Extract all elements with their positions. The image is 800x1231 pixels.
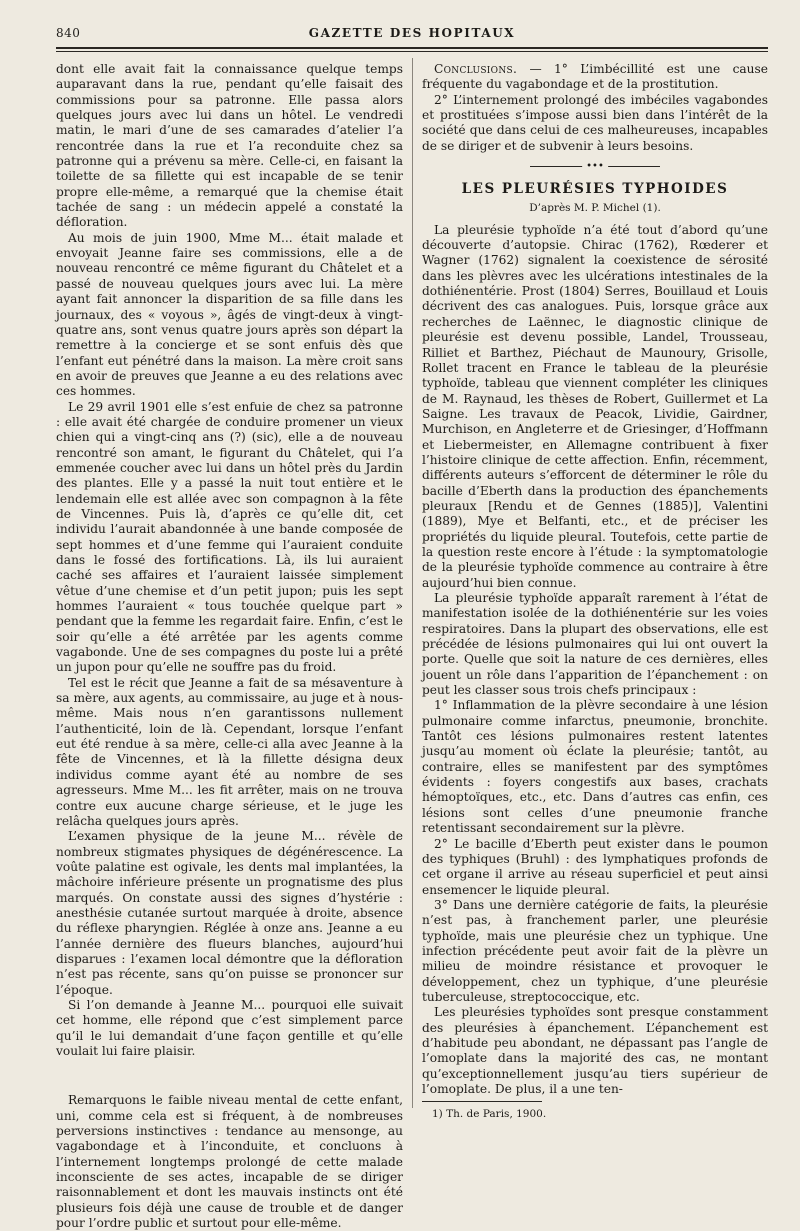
column-divider (412, 58, 413, 1108)
conclusions-paragraph (422, 62, 768, 93)
paragraph-gap (56, 1059, 403, 1076)
left-paragraph: Au mois de juin 1900, Mme M... était malade et envoyait Jeanne faire ses commissions, elle a de nouveau rencontré ce même figurant du Châtelet et a passé de nouveau quelques jours avec lui. La mère ayant fait annoncer la disparition de sa fille dans les journaux, des « voyous », âgés de vingt-deux à vingt-quatre ans, sont venus quatre jours après son départ la remettre à la concierge et se sont enfuis dès que l’enfant eut pénétré dans la maison. La mère croit sans en avoir de preuves que Jeanne a eu des relations avec ces hommes. (56, 230, 403, 399)
left-paragraph: dont elle avait fait la connaissance quelque temps auparavant dans la rue, pendant qu’elle faisait des commissions pour sa patronne. Elle passa alors quelques jours avec lui dans un hôtel. Le vendredi matin, le mari d’une de ses camarades d’atelier l’a rencontrée dans la rue et l’a reconduite chez sa patronne qui a prévenu sa mère. Celle-ci, en faisant la toilette de sa fillette qui est incapable de se tenir propre elle-même, a remarqué que la chemise était tachée de sang : un médecin appelé a constaté la défloration. (56, 62, 403, 230)
left-paragraph: L’examen physique de la jeune M... révèle de nombreux stigmates physiques de dégénérescence. La voûte palatine est ogivale, les dents mal implantées, la mâchoire inférieure présente un prognatisme des plus marqués. On constate aussi des signes d’hystérie : anesthésie cutanée surtout marquée à droite, absence du réflexe pharyngien. Réglée à onze ans. Jeanne a eu l’année dernière des flueurs blanches, aujourd’hui disparues : l’examen local démontre que la défloration n’est pas récente, sans qu’on puisse se prononcer sur l’époque. (56, 829, 403, 997)
conclusions-text: — 1° L’imbécillité est une cause fréquente du vagabondage et de la prostitution. (422, 62, 768, 92)
left-paragraph: Tel est le récit que Jeanne a fait de sa mésaventure à sa mère, aux agents, au commissaire, au juge et à nous-même. Mais nous n’en garantissons nullement l’authenticité, loin de là. Cependant, lorsque l’enfant eut été rendue à sa mère, celle-ci alla avec Jeanne à la fête de Vincennes, et là la fillette désigna deux individus comme ayant été au nombre de ses agresseurs. Mme M... les fit arrêter, mais on ne trouva contre eux aucune charge sérieuse, et le juge les relâcha quelques jours après. (56, 675, 403, 828)
right-column (422, 62, 768, 1121)
running-head: GAZETTE DES HOPITAUX (308, 26, 516, 40)
right-paragraph: 1° Inflammation de la plèvre secondaire à une lésion pulmonaire comme infarctus, pneumonie, bronchite. Tantôt ces lésions pulmonaires restent latentes jusqu’au moment où éclate la pleurésie; tantôt, au contraire, elles se manifestent par des symptômes évidents : foyers congestifs aux bases, crachats hémoptoïques, etc., etc. Dans d’autres cas enfin, ces lésions sont celles d’une pneumonie franche retentissant secondairement sur la plèvre. (422, 698, 768, 836)
header-rule-thin (56, 51, 768, 52)
left-column (56, 62, 403, 1231)
article-byline: D’après M. P. Michel (1). (529, 202, 661, 215)
page-header (56, 26, 768, 44)
paragraph-gap (56, 1076, 403, 1093)
footnote: 1) Th. de Paris, 1900. (432, 1108, 547, 1121)
conclusions-label: Conclusions. (434, 62, 518, 76)
right-paragraph: 2° Le bacille d’Eberth peut exister dans le poumon des typhiques (Bruhl) : des lymphatiques profonds de cet organe il arrive au réseau superficiel et peut ainsi ensemencer le liquide pleural. (422, 836, 768, 897)
left-paragraph: Si l’on demande à Jeanne M... pourquoi elle suivait cet homme, elle répond que c’est simplement parce qu’il le lui demandait d’une façon gentille et qu’elle voulait lui faire plaisir. (56, 997, 403, 1058)
right-paragraph: La pleurésie typhoïde n’a été tout d’abord qu’une découverte d’autopsie. Chirac (1762), Rœderer et Wagner (1762) signalent la coexistence de sérosité dans les plèvres avec les ulcérations intestinales de la dothiénentérie. Prost (1804) Serres, Bouillaud et Louis décrivent des cas analogues. Puis, lorsque grâce aux recherches de Laënnec, le diagnostic clinique de pleurésie est devenu possible, Landel, Trousseau, Rilliet et Barthez, Piéchaut de Maunoury, Grisolle, Rollet tracent en France le tableau de la pleurésie typhoïde, tableau que viennent compléter les cliniques de M. Raynaud, les thèses de Robert, Guillermet et La Saigne. Les travaux de Peacok, Lividie, Gairdner, Murchison, en Angleterre et de Griesinger, d’Hoffmann et Liebermeister, en Allemagne contribuent à fixer l’histoire clinique de cette affection. Enfin, récemment, différents auteurs s’efforcent de déterminer le rôle du bacille d’Eberth dans la production des épanchements pleuraux [Rendu et de Gennes (1885)], Valentini (1889), Mye et Belfanti, etc., et de préciser les propriétés du liquide pleural. Toutefois, cette partie de la question reste encore à l’étude : la symptomatologie de la pleurésie typhoïde commence au contraire à être aujourd’hui bien connue. (422, 222, 768, 590)
left-paragraph: Le 29 avril 1901 elle s’est enfuie de chez sa patronne : elle avait été chargée de conduire promener un vieux chien qui a vingt-cinq ans (?) (sic), elle a de nouveau rencontré son amant, le figurant du Châtelet, qui l’a emmenée coucher avec lui dans un hôtel près du Jardin des plantes. Elle y a passé la nuit tout entière et le lendemain elle est allée avec son compagnon à la fête de Vincennes. Puis là, d’après ce qu’elle dit, cet individu l’aurait abandonnée à une bande composée de sept hommes et d’une femme qui l’auraient conduite dans le fossé des fortifications. Là, ils lui auraient caché ses affaires et l’auraient laissée simplement vêtue d’une chemise et d’un petit jupon; puis les sept hommes l’auraient « tous touchée quelque part » pendant que la femme les regardait faire. Enfin, c’est le soir qu’elle a été arrêtée par les agents comme vagabonde. Une de ses compagnes du poste lui a prêté un jupon pour qu’elle ne souffre pas du froid. (56, 399, 403, 675)
footnote-rule (422, 1101, 542, 1102)
section-divider (530, 162, 660, 172)
right-paragraph: Les pleurésies typhoïdes sont presque constamment des pleurésies à épanchement. L’épanchement est d’habitude peu abondant, ne dépassant pas l’angle de l’omoplate dans la majorité des cas, ne montant qu’exceptionnellement jusqu’au tiers supérieur de l’omoplate. De plus, il a une ten- (422, 1005, 768, 1096)
header-rule (56, 47, 768, 49)
conclusions-paragraph-2: 2° L’internement prolongé des imbéciles vagabondes et prostituées s’impose aussi bien dans l’intérêt de la société que dans celui de ces malheureuses, incapables de se diriger et de subvenir à leurs besoins. (422, 92, 768, 153)
right-paragraph: La pleurésie typhoïde apparaît rarement à l’état de manifestation isolée de la dothiénentérie sur les voies respiratoires. Dans la plupart des observations, elle est précédée de lésions pulmonaires qui lui ont ouvert la porte. Quelle que soit la nature de ces dernières, elles jouent un rôle dans l’apparition de l’épanchement : on peut les classer sous trois chefs principaux : (422, 591, 768, 698)
closing-paragraph: Remarquons le faible niveau mental de cette enfant, uni, comme cela est si fréquent, à de nombreuses perversions instinctives : tendance au mensonge, au vagabondage et à l’inconduite, et concluons à l’internement longtemps prolongé de cette malade inconsciente de ses actes, incapable de se diriger raisonnablement et dont les mauvais instincts ont été plusieurs fois déjà une cause de trouble et de danger pour l’ordre public et surtout pour elle-même. (56, 1093, 403, 1231)
right-paragraph: 3° Dans une dernière catégorie de faits, la pleurésie n’est pas, à franchement parler, une pleurésie typhoïde, mais une pleurésie chez un typhique. Une infection précédente peut avoir fait de la plèvre un milieu de moindre résistance et provoquer le développement, chez un typhique, d’une pleurésie tuberculeuse, streptococcique, etc. (422, 897, 768, 1004)
article-title: LES PLEURÉSIES TYPHOIDES (461, 181, 729, 198)
ornament-mark: ••• (582, 162, 608, 172)
page-number: 840 (56, 26, 81, 40)
